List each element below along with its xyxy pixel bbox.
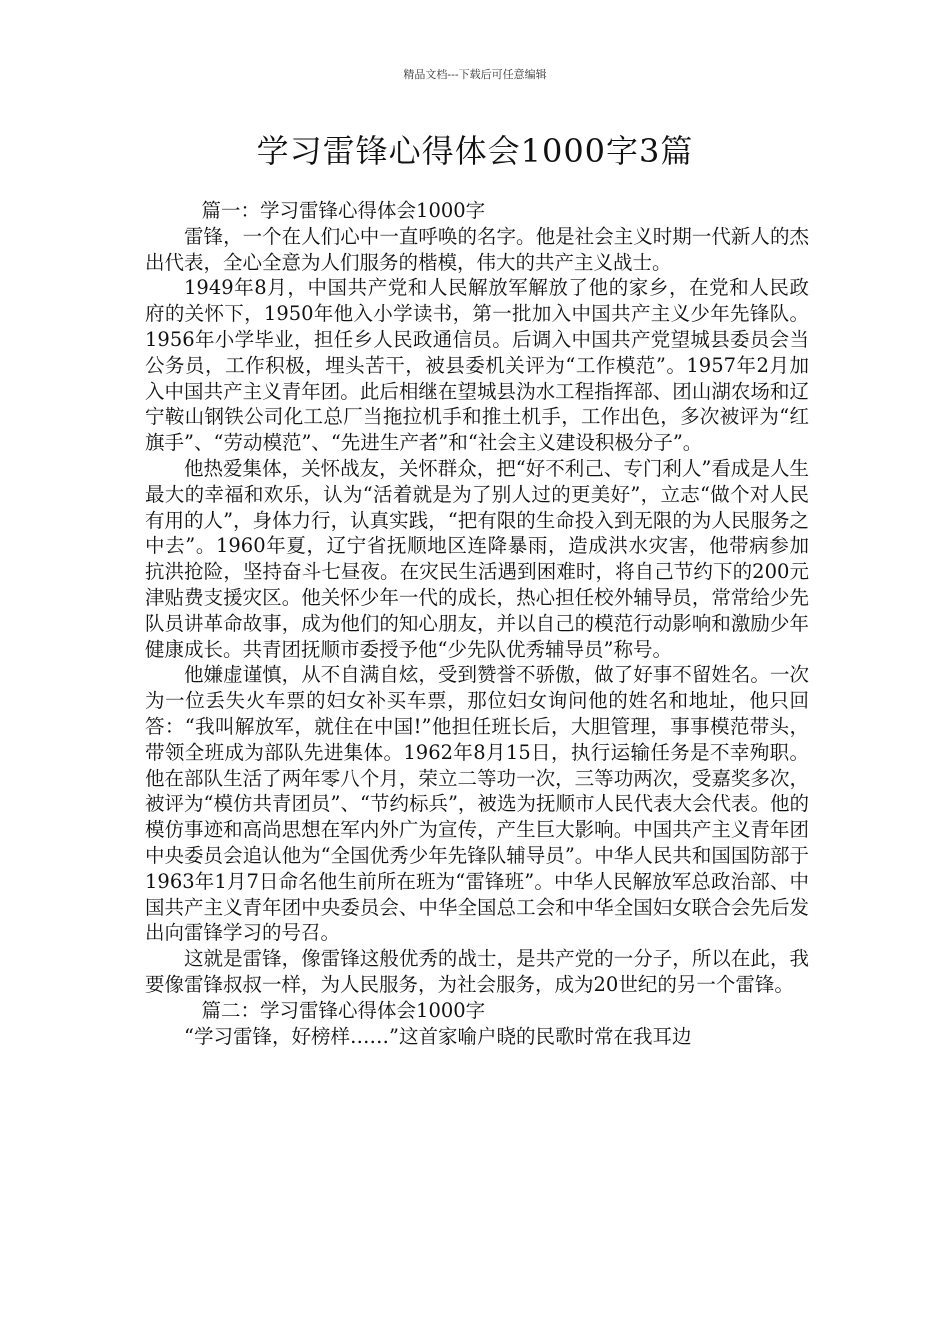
paragraph: “学习雷锋，好榜样……”这首家喻户晓的民歌时常在我耳边: [184, 1024, 692, 1048]
section-heading-2: 篇二：学习雷锋心得体会1000字: [201, 998, 486, 1022]
section-heading-1: 篇一：学习雷锋心得体会1000字: [201, 199, 486, 222]
header-note: 精品文档---下载后可任意编辑: [403, 68, 547, 81]
paragraph: 雷锋，一个在人们心中一直呼唤的名字。他是社会主义时期一代新人的杰出代表，全心全意为人们服务的楷模，伟大的共产主义战士。: [145, 224, 809, 274]
paragraph: 他热爱集体，关怀战友，关怀群众，把“好不利己、专门利人”看成是人生最大的幸福和欢乐，认为“活着就是为了别人过的更美好”，立志“做个对人民有用的人”，身体力行，认真实践，“把有限的生命投入到无限的为人民服务之中去”。1960年夏，辽宁省抚顺地区连降暴雨，造成洪水灾害，他带病参加抗洪抢险，坚持奋斗七昼夜。在灾民生活遇到困难时，将自己节约下的200元津贴费支援灾区。他关怀少年一代的成长，热心担任校外辅导员，常常给少先队员讲革命故事，成为他们的知心朋友，并以自己的模范行动影响和激励少年健康成长。共青团抚顺市委授予他“少先队优秀辅导员”称号。: [145, 456, 809, 661]
document-title: 学习雷锋心得体会1000字3篇: [256, 132, 694, 170]
paragraph: 1949年8月，中国共产党和人民解放军解放了他的家乡，在党和人民政府的关怀下，1950年他入小学读书，第一批加入中国共产主义少年先锋队。1956年小学毕业，担任乡人民政通信员。后调入中国共产党望城县委员会当公务员，工作积极，埋头苦干，被县委机关评为“工作模范”。1957年2月加入中国共产主义青年团。此后相继在望城县沩水工程指挥部、团山湖农场和辽宁鞍山钢铁公司化工总厂当拖拉机手和推土机手，工作出色，多次被评为“红旗手”、“劳动模范”、“先进生产者”和“社会主义建设积极分子”。: [145, 276, 809, 455]
document-body: [145, 198, 809, 1049]
paragraph: 这就是雷锋，像雷锋这般优秀的战士，是共产党的一分子，所以在此，我要像雷锋叔叔一样，为人民服务，为社会服务，成为20世纪的另一个雷锋。: [145, 947, 809, 996]
paragraph: 他嫌虚谨慎，从不自满自炫，受到赞誉不骄傲，做了好事不留姓名。一次为一位丢失火车票的妇女补买车票，那位妇女询问他的姓名和地址，他只回答：“我叫解放军，就住在中国!”他担任班长后，大胆管理，事事模范带头，带领全班成为部队先进集体。1962年8月15日，执行运输任务是不幸殉职。他在部队生活了两年零八个月，荣立二等功一次，三等功两次，受嘉奖多次，被评为“模仿共青团员”、“节约标兵”，被选为抚顺市人民代表大会代表。他的模仿事迹和高尚思想在军内外广为宣传，产生巨大影响。中国共产主义青年团中央委员会追认他为“全国优秀少年先锋队辅导员”。中华人民共和国国防部于1963年1月7日命名他生前所在班为“雷锋班”。中华人民解放军总政治部、中国共产主义青年团中央委员会、中华全国总工会和中华全国妇女联合会先后发出向雷锋学习的号召。: [145, 663, 809, 945]
